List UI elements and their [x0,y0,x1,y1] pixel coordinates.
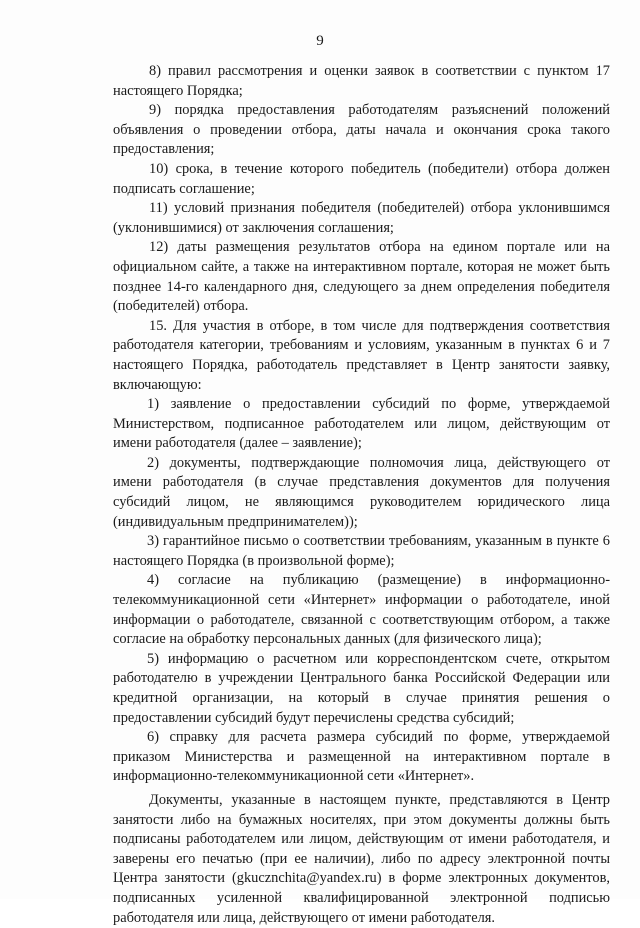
list-item-2: 2) документы, подтверждающие полномочия лица, действующего от имени работодателя (в случае представления документов для получения субсидий лицом, не являющимся руководителем юридического лица (индивидуальным предпринимателем)); [113,454,610,530]
paragraph-item-10: 10) срока, в течение которого победитель (победители) отбора должен подписать соглашение; [113,160,610,197]
list-item-6: 6) справку для расчета размера субсидий по форме, утверждаемой приказом Министерства и размещенной на интерактивном портале в информационно-телекоммуникационной сети «Интернет». [113,729,610,785]
list-item-1: 1) заявление о предоставлении субсидий по форме, утверждаемой Министерством, подписанное работодателем или лицом, действующим от имени работодателя (далее – заявление); [113,396,610,452]
paragraph-clause-15: 15. Для участия в отборе, в том числе для подтверждения соответствия работодателя категории, требованиям и условиям, указанным в пунктах 6 и 7 настоящего Порядка, работодатель представляет в Центр занятости заявку, включающую: [113,317,610,393]
document-body [113,62,610,928]
paragraph-item-8: 8) правил рассмотрения и оценки заявок в соответствии с пунктом 17 настоящего Порядка; [113,63,610,99]
paragraph-documents-note: Документы, указанные в настоящем пункте, представляются в Центр занятости либо на бумажных носителях, при этом документы должны быть подписаны работодателем или лицом, действующим от имени работодателя, и заверены его печатью (при ее наличии), либо по адресу электронной почты Центра занятости (gkucznchita@yandex.ru) в форме электронных документов, подписанных усиленной квалифицированной электронной подписью работодателя или лица, действующего от имени работодателя. [113,791,610,926]
list-item-4: 4) согласие на публикацию (размещение) в информационно-телекоммуникационной сети «Интернет» информации о работодателе, иной информации о работодателе, связанной с соответствующим отбором, а также согласие на обработку персональных данных (для физического лица); [113,572,610,648]
list-item-5: 5) информацию о расчетном или корреспондентском счете, открытом работодателю в учреждении Центрального банка Российской Федерации или кредитной организации, на который в случае принятия решения о предоставлении субсидий будут перечислены средства субсидий; [113,650,610,726]
list-item-3: 3) гарантийное письмо о соответствии требованиям, указанным в пункте 6 настоящего Порядка (в произвольной форме); [113,533,610,569]
paragraph-item-11: 11) условий признания победителя (победителей) отбора уклонившимся (уклонившимися) от заключения соглашения; [113,200,610,236]
page-number: 9 [316,33,324,49]
paragraph-item-9: 9) порядка предоставления работодателям разъяснений положений объявления о проведении отбора, даты начала и окончания срока такого предоставления; [113,102,610,158]
paragraph-item-12: 12) даты размещения результатов отбора на едином портале или на официальном сайте, а также на интерактивном портале, которая не может быть позднее 14-го календарного дня, следующего за днем определения победителя (победителей) отбора. [113,239,610,315]
